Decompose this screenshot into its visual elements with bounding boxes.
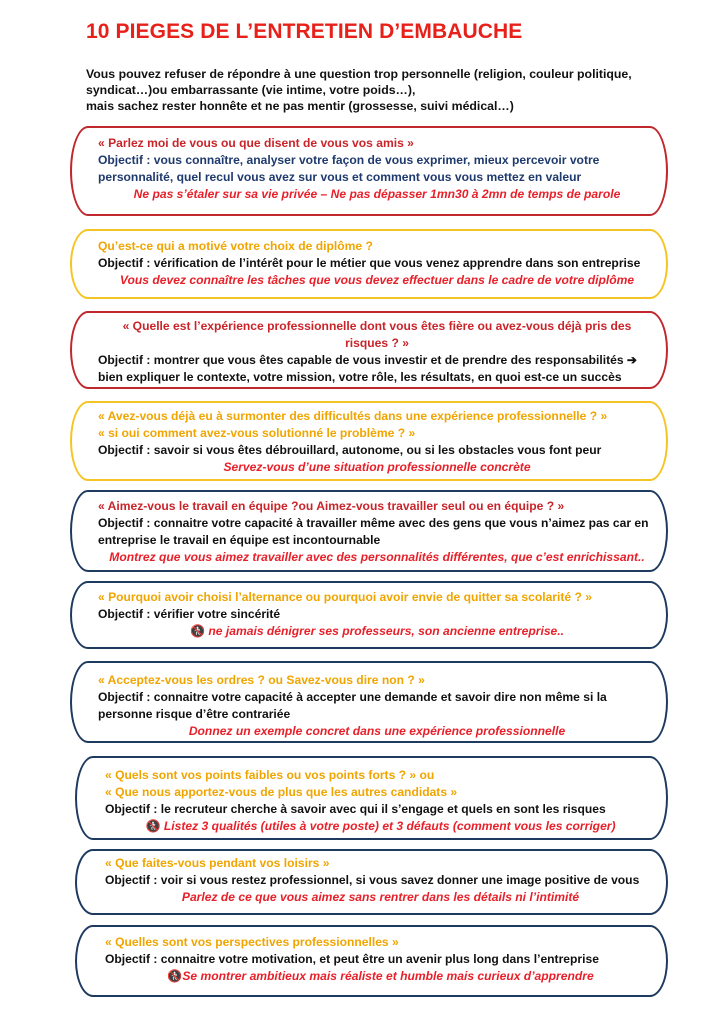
trap-question: « Quelles sont vos perspectives professionnelles »	[105, 935, 399, 949]
trap-card-10	[75, 925, 668, 997]
trap-objective: Objectif : connaitre votre capacité à accepter une demande et savoir dire non même si la	[98, 690, 607, 704]
trap-question: « Pourquoi avoir choisi l’alternance ou pourquoi avoir envie de quitter sa scolarité ? »	[98, 590, 592, 604]
trap-question: « Que nous apportez-vous de plus que les autres candidats »	[105, 785, 458, 799]
trap-tip: Se montrer ambitieux mais réaliste et humble mais curieux d’apprendre	[182, 969, 594, 983]
warning-figure-icon: 🚷	[167, 969, 183, 983]
trap-question: « Que faites-vous pendant vos loisirs »	[105, 856, 330, 870]
trap-card-4	[70, 401, 668, 481]
trap-card-6	[70, 581, 668, 649]
trap-objective: personnalité, quel recul vous avez sur vous et comment vous vous mettez en valeur	[98, 170, 582, 184]
trap-tip: Parlez de ce que vous aimez sans rentrer dans les détails ni l’intimité	[181, 890, 580, 904]
trap-card-7	[70, 661, 668, 743]
warning-figure-icon: 🚷	[189, 624, 206, 638]
trap-objective: Objectif : vérifier votre sincérité	[98, 607, 281, 621]
trap-objective: personne risque d’être contrariée	[98, 707, 291, 721]
trap-tip: Vous devez connaître les tâches que vous devez effectuer dans le cadre de votre diplôme	[119, 273, 635, 287]
trap-question: « Quelle est l’expérience professionnelle dont vous êtes fière ou avez-vous déjà pris des	[122, 319, 632, 333]
trap-question: « Parlez moi de vous ou que disent de vous vos amis »	[98, 136, 414, 150]
trap-objective: Objectif : voir si vous restez professionnel, si vous savez donner une image positive de vous	[105, 873, 640, 887]
trap-tip-row	[105, 818, 656, 835]
trap-objective: Objectif : vérification de l’intérêt pour le métier que vous venez apprendre dans son entreprise	[98, 256, 641, 270]
trap-tip: Ne pas s’étaler sur sa vie privée – Ne pas dépasser 1mn30 à 2mn de temps de parole	[133, 187, 621, 201]
trap-tip-row	[98, 623, 656, 640]
intro-line: mais sachez rester honnête et ne pas mentir (grossesse, suivi médical…)	[86, 99, 514, 113]
trap-question: « Avez-vous déjà eu à surmonter des difficultés dans une expérience professionnelle ? »	[98, 409, 608, 423]
trap-objective: Objectif : vous connaître, analyser votre façon de vous exprimer, mieux percevoir votre	[98, 153, 600, 167]
trap-objective: bien expliquer le contexte, votre mission, votre rôle, les résultats, en quoi est-ce un succès	[98, 370, 622, 384]
trap-card-3	[70, 311, 668, 389]
trap-card-2	[70, 229, 668, 299]
trap-objective: entreprise le travail en équipe est incontournable	[98, 533, 381, 547]
trap-card-5	[70, 490, 668, 572]
trap-question: « Quels sont vos points faibles ou vos points forts ? » ou	[105, 768, 435, 782]
trap-objective: Objectif : connaitre votre capacité à travailler même avec des gens que vous n’aimez pas car en	[98, 516, 649, 530]
trap-question: « Acceptez-vous les ordres ? ou Savez-vous dire non ? »	[98, 673, 425, 687]
trap-objective: Objectif : le recruteur cherche à savoir avec qui il s’engage et quels en sont les risques	[105, 802, 606, 816]
intro-paragraph	[86, 66, 646, 114]
trap-card-9	[75, 849, 668, 915]
warning-figure-icon: 🚷	[145, 819, 161, 833]
trap-question: « si oui comment avez-vous solutionné le problème ? »	[98, 426, 416, 440]
trap-objective: Objectif : savoir si vous êtes débrouillard, autonome, ou si les obstacles vous font peur	[98, 443, 602, 457]
trap-objective: Objectif : montrer que vous êtes capable de vous investir et de prendre des responsabilités ➔	[98, 353, 638, 367]
trap-question: « Aimez-vous le travail en équipe ?ou Aimez-vous travailler seul ou en équipe ? »	[98, 499, 565, 513]
trap-question: Qu’est-ce qui a motivé votre choix de diplôme ?	[98, 239, 373, 253]
page-title: 10 PIEGES DE L’ENTRETIEN D’EMBAUCHE	[86, 20, 523, 43]
trap-tip: Donnez un exemple concret dans une expérience professionnelle	[188, 724, 566, 738]
trap-tip: Listez 3 qualités (utiles à votre poste) et 3 défauts (comment vous les corriger)	[163, 819, 616, 833]
trap-card-1	[70, 126, 668, 216]
trap-tip: ne jamais dénigrer ses professeurs, son ancienne entreprise..	[208, 624, 564, 638]
trap-tip: Servez-vous d’une situation professionnelle concrète	[223, 460, 531, 474]
trap-objective: Objectif : connaitre votre motivation, et peut être un avenir plus long dans l’entreprise	[105, 952, 599, 966]
intro-line: Vous pouvez refuser de répondre à une question trop personnelle (religion, couleur politique,	[86, 67, 632, 81]
intro-line: syndicat…)ou embarrassante (vie intime, votre poids…),	[86, 83, 416, 97]
trap-question: risques ? »	[345, 336, 409, 350]
trap-tip: Montrez que vous aimez travailler avec des personnalités différentes, que c’est enrichissant..	[109, 550, 645, 564]
trap-tip-row	[105, 968, 656, 985]
trap-card-8	[75, 756, 668, 840]
